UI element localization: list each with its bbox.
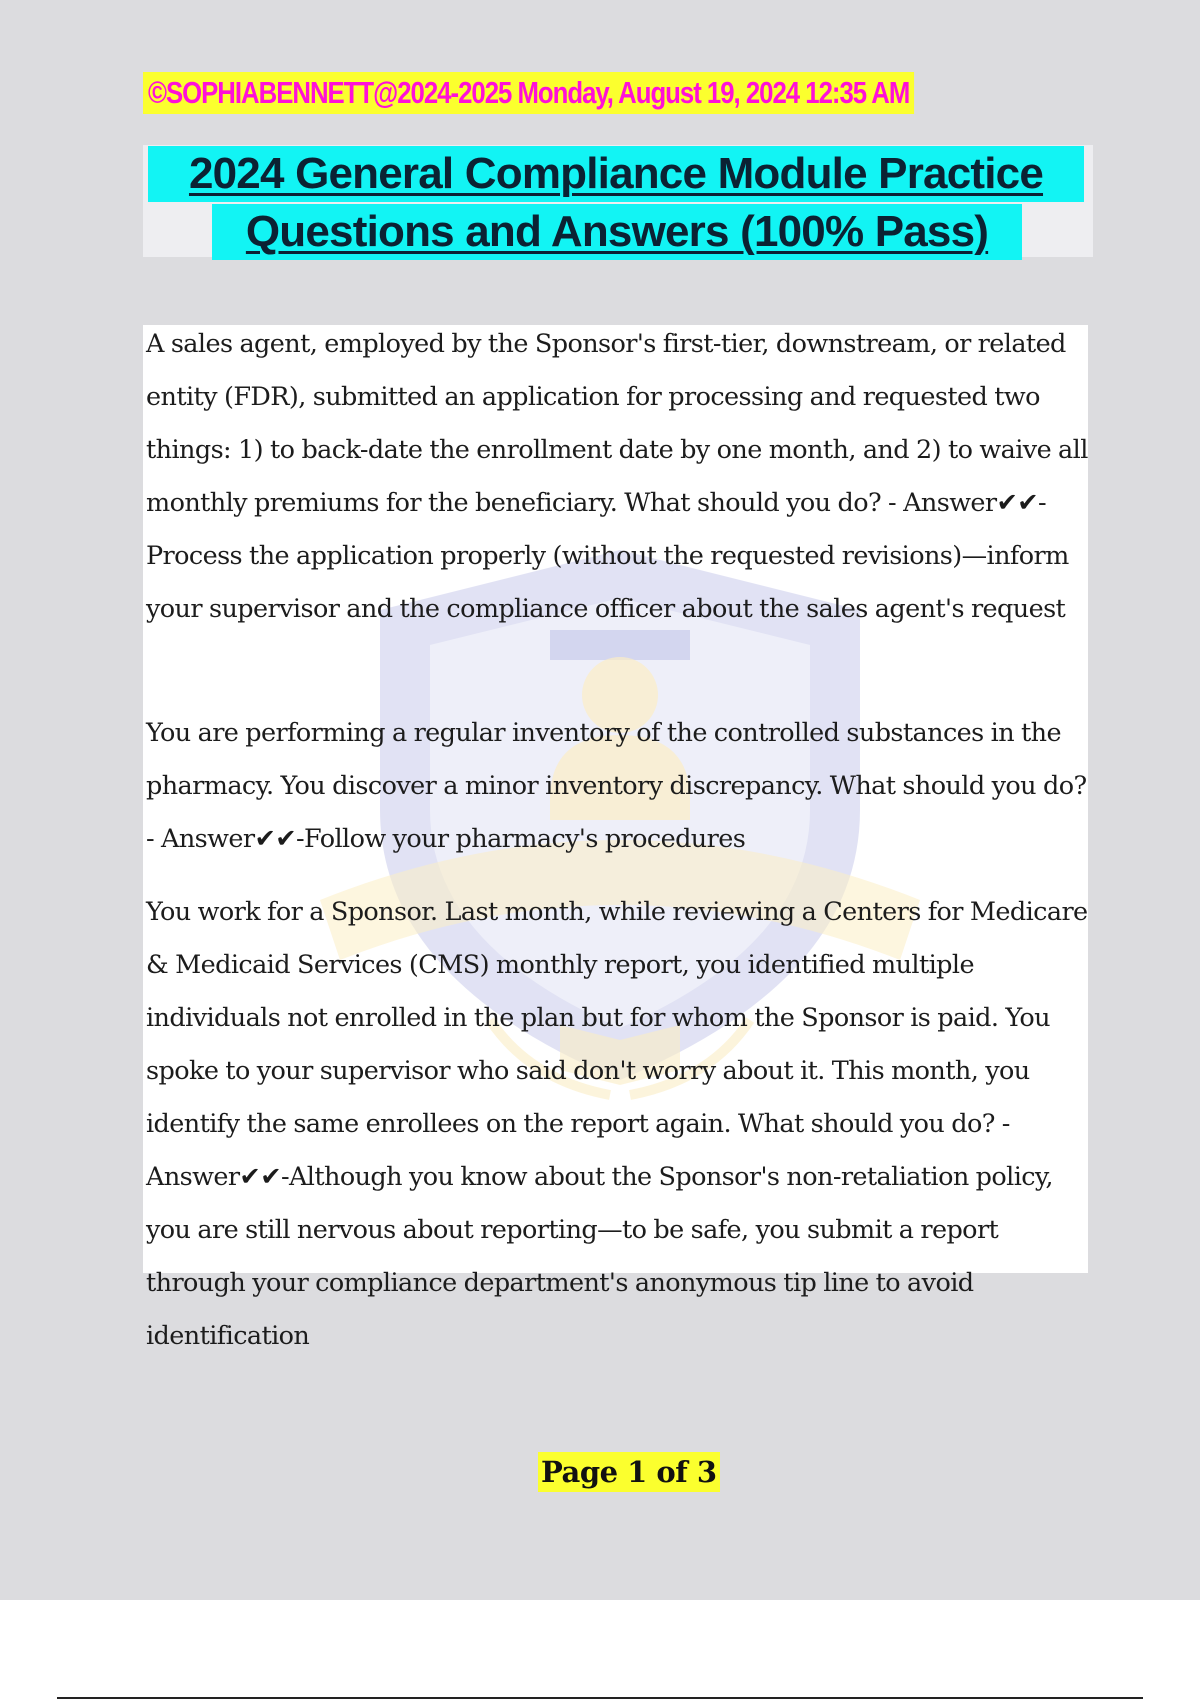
page-number: Page 1 of 3 (538, 1452, 720, 1492)
qa-item: You work for a Sponsor. Last month, while reviewing a Centers for Medicare & Medicaid Services (CMS) monthly report, you identified multiple individuals not enrolled in the plan but for whom the Sponsor is paid. You spoke to your supervisor who said don't worry about it. This month, you identify the same enrollees on the report again. What should you do? - Answer✔✔-Although you know about the Sponsor's non-retaliation policy, you are still nervous about reporting—to be safe, you submit a report through your compliance department's anonymous tip line to avoid identification (146, 897, 1088, 1351)
document-title-line-1: 2024 General Compliance Module Practice (148, 146, 1084, 202)
qa-item: You are performing a regular inventory of the controlled substances in the pharmacy. You discover a minor inventory discrepancy. What should you do? - Answer✔✔-Follow your pharmacy's procedures (146, 718, 1087, 854)
page-divider (57, 1697, 1143, 1699)
qa-item: A sales agent, employed by the Sponsor's first-tier, downstream, or related entity (FDR), submitted an application for processing and requested two things: 1) to back-date the enrollment date by one month, and 2) to waive all monthly premiums for the beneficiary. What should you do? - Answer✔✔-Process the application properly (without the requested revisions)—inform your supervisor and the compliance officer about the sales agent's request (146, 329, 1088, 624)
document-title-line-2: Questions and Answers (100% Pass) (212, 204, 1022, 260)
copyright-banner: ©SOPHIABENNETT@2024-2025 Monday, August 19, 2024 12:35 AM (143, 72, 914, 114)
